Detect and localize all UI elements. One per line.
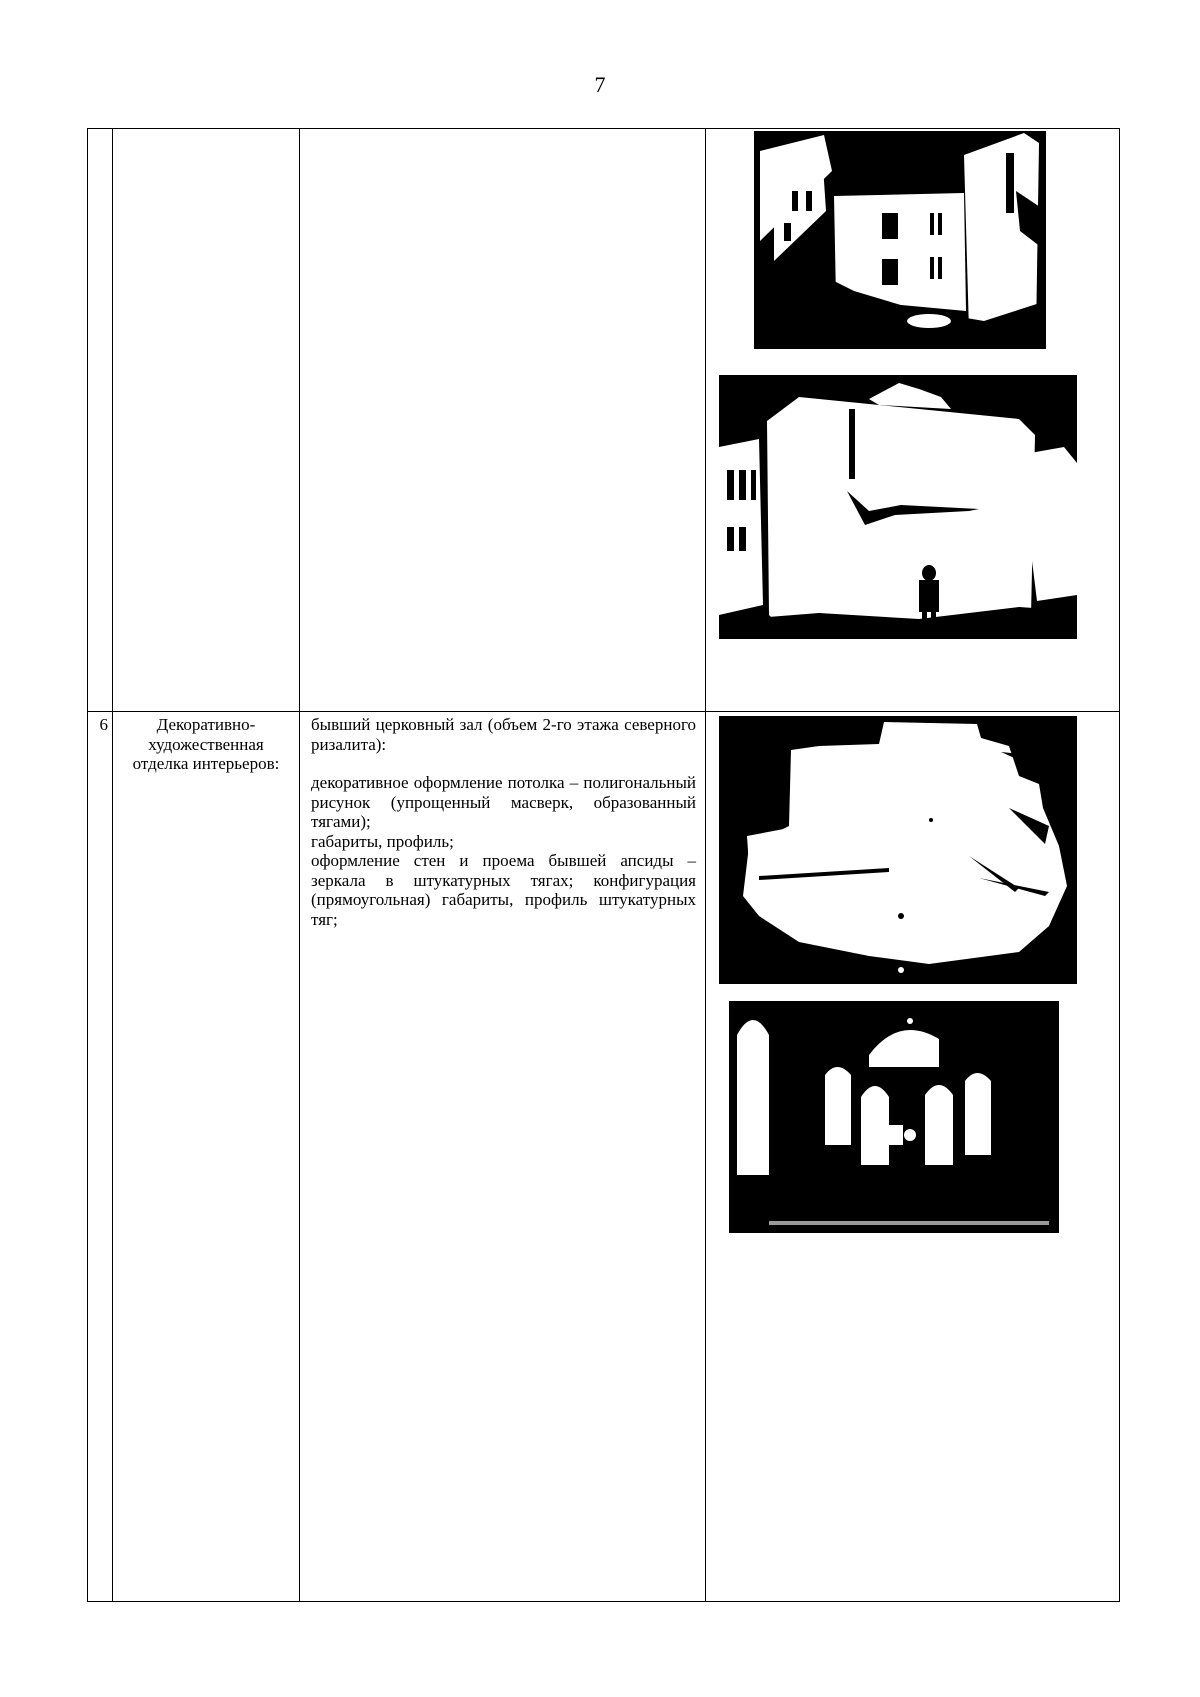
column-divider [112,129,113,1601]
column-divider [705,129,706,1601]
building-photo [719,375,1077,639]
description-line [311,754,696,773]
description-line: оформление стен и проема бывшей апсиды – зеркала в штукатурных тягах; конфигурация (прямоугольная) габариты, профиль штукатурных тяг; [311,851,696,929]
monument-table [87,128,1120,1602]
row-description [311,715,696,929]
description-line: габариты, профиль; [311,831,454,851]
description-line: декоративное оформление потолка – полигональный рисунок (упрощенный масверк, образованный тягами); [311,773,696,831]
page-number: 7 [594,72,606,97]
row-divider [88,711,1119,712]
row-index: 6 [99,715,108,734]
row-name: Декоративно-художественная отделка интерьеров: [132,715,280,773]
building-photo [754,131,1046,349]
column-divider [299,129,300,1601]
description-line: бывший церковный зал (объем 2-го этажа северного ризалита): [311,715,696,754]
apse-photo [729,995,1059,1233]
ceiling-photo [719,716,1077,984]
